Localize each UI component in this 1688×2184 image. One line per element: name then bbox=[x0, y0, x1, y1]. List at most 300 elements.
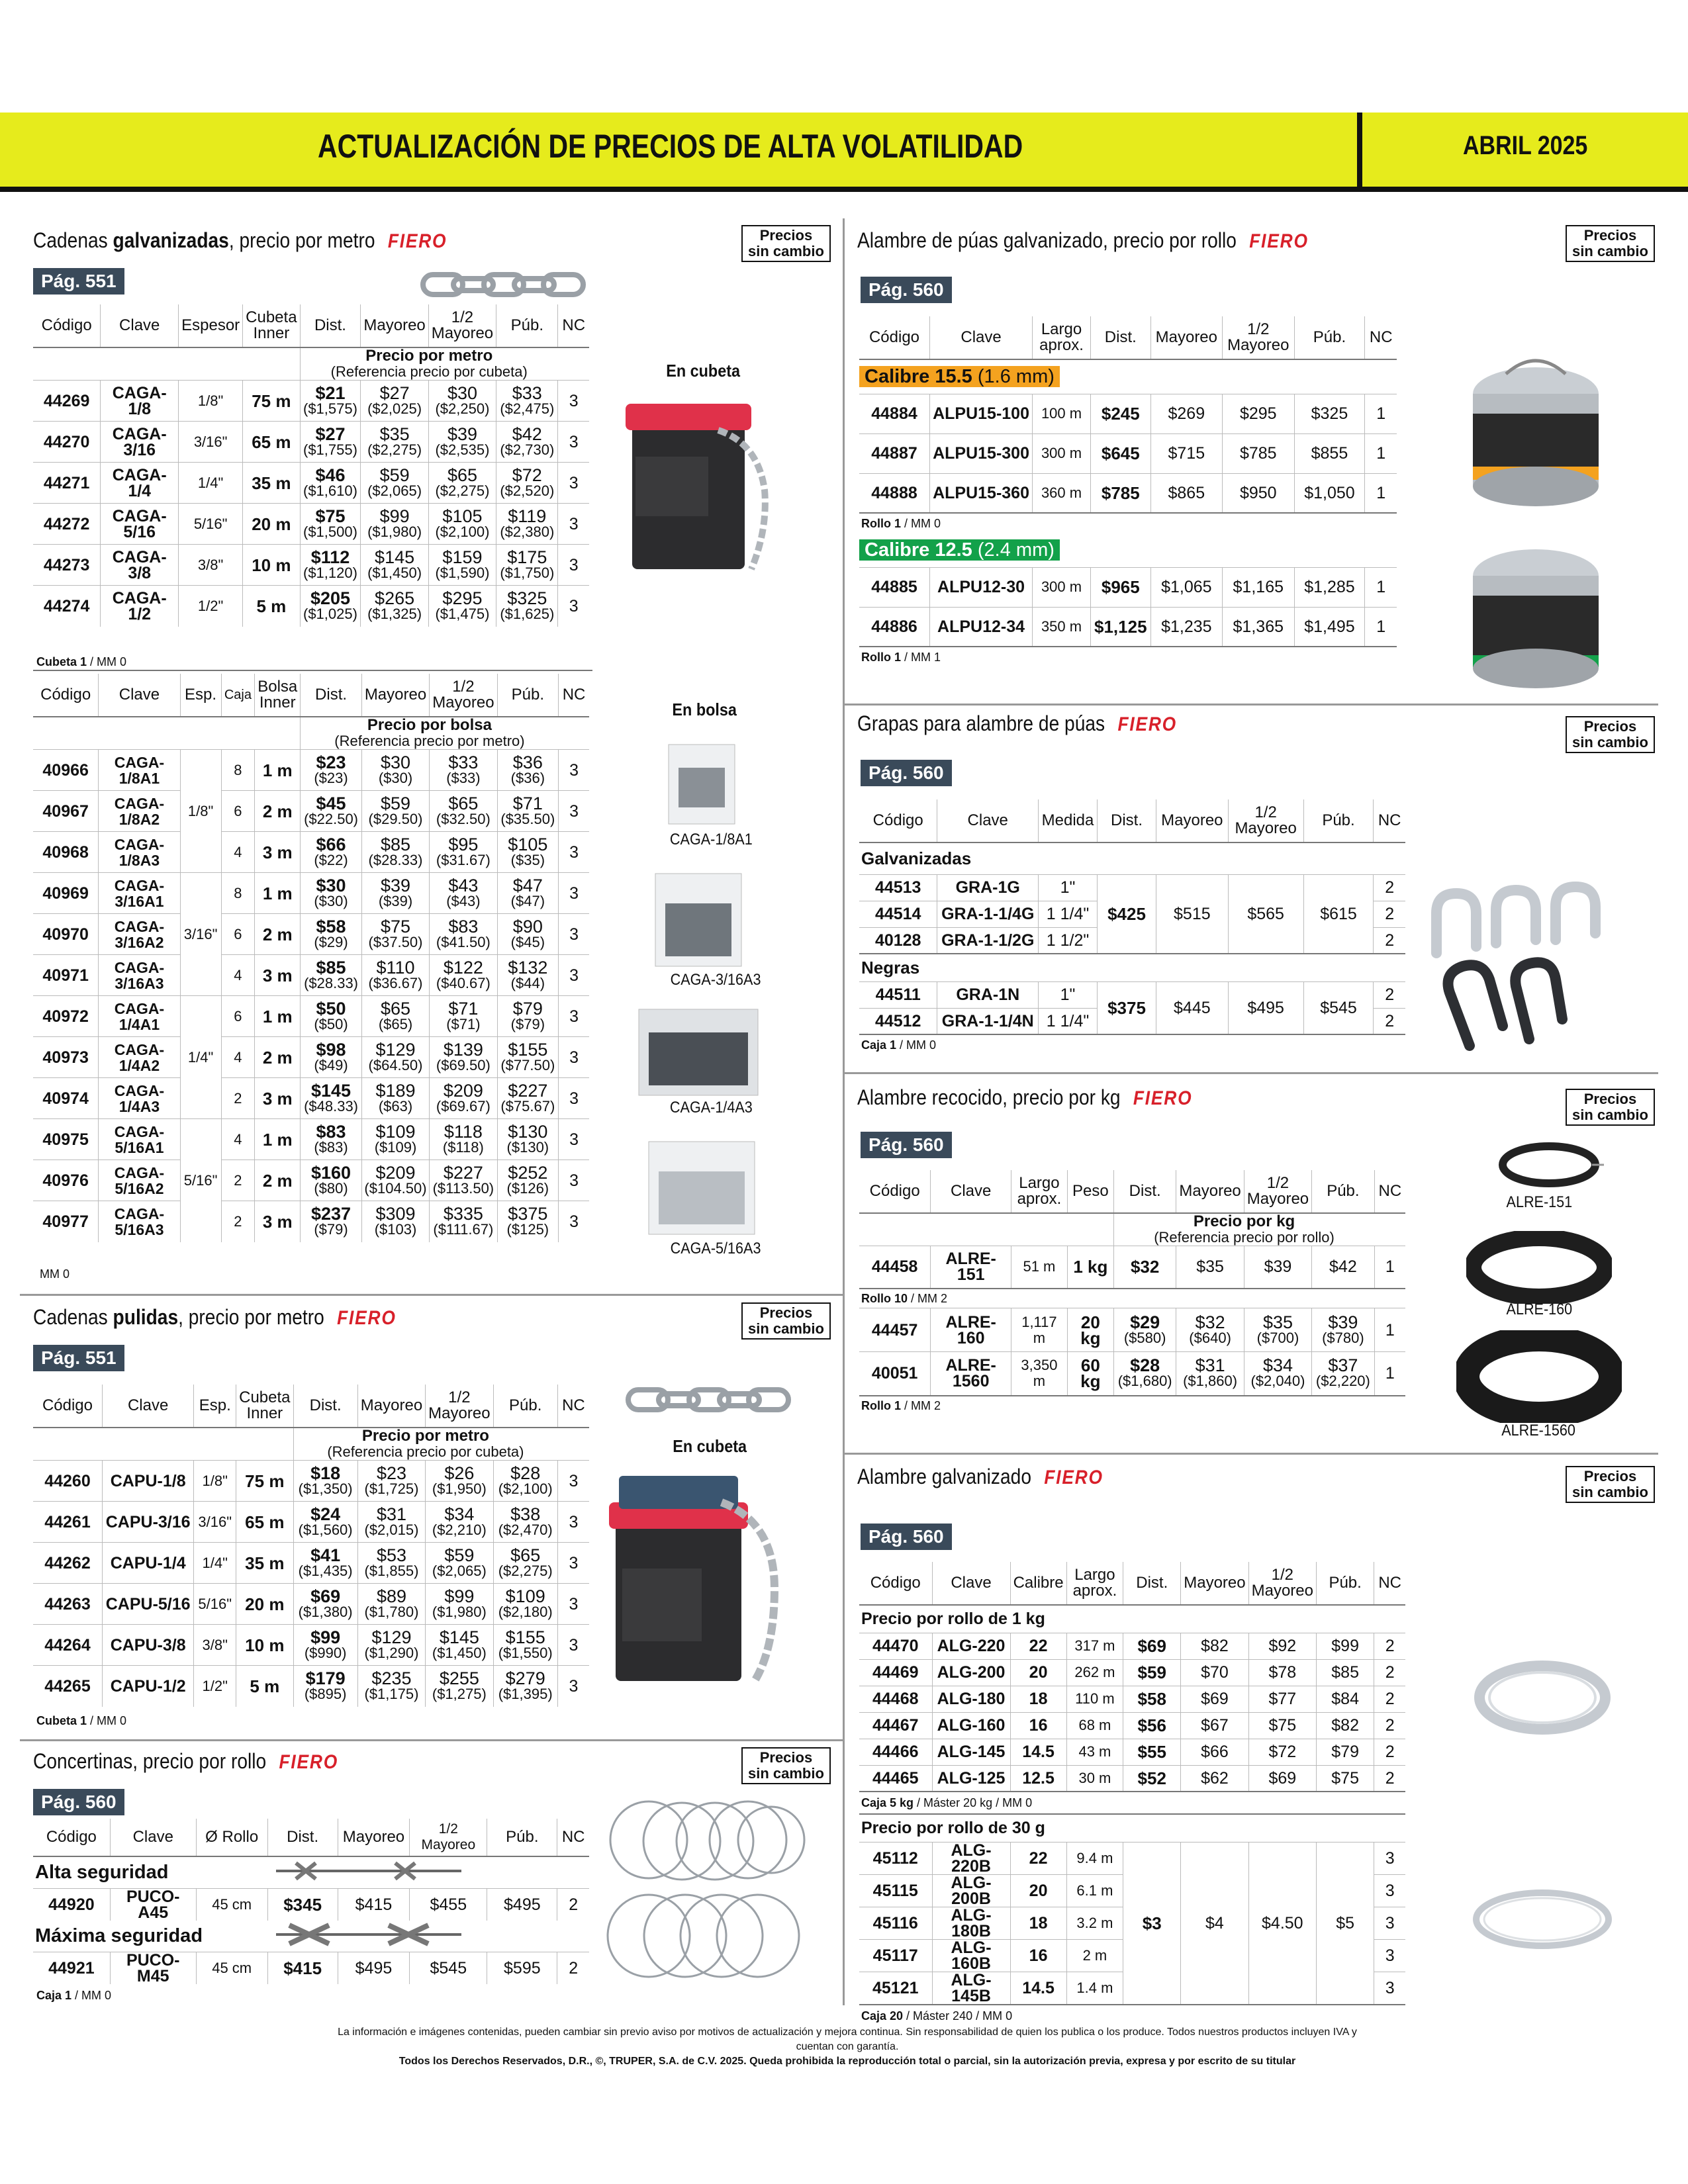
code-cell: 44269 bbox=[33, 381, 101, 422]
price-cell bbox=[493, 1625, 557, 1666]
price-value: $155 bbox=[505, 1627, 545, 1647]
price-reference: ($44) bbox=[510, 974, 545, 991]
price-reference: ($2,025) bbox=[367, 400, 422, 417]
price-mayoreo-cell: $62 bbox=[1181, 1765, 1248, 1792]
thickness-cell: 3/8" bbox=[194, 1625, 236, 1666]
price-reference: ($1,625) bbox=[500, 605, 555, 622]
length-cell: 2 m bbox=[255, 1160, 301, 1201]
table-row bbox=[33, 955, 589, 996]
price-cell bbox=[361, 422, 428, 463]
price-value: $66 bbox=[316, 834, 346, 854]
price-cell bbox=[361, 873, 429, 914]
group-label: Máxima seguridad bbox=[35, 1925, 203, 1947]
code-cell: 44467 bbox=[859, 1712, 932, 1739]
price-reference: ($1,550) bbox=[498, 1644, 553, 1661]
price-reference: ($77.50) bbox=[500, 1056, 555, 1073]
sku-cell: ALG-200 bbox=[932, 1659, 1010, 1686]
col-header: Código bbox=[859, 1562, 932, 1605]
price-value: $39 bbox=[380, 875, 411, 895]
price-mayoreo-cell: $1,065 bbox=[1150, 567, 1222, 607]
price-value: $160 bbox=[311, 1162, 352, 1183]
price-value: $65 bbox=[380, 998, 411, 1019]
sku-cell: CAGA-3/16 bbox=[101, 422, 179, 463]
price-value: $41 bbox=[310, 1545, 341, 1565]
price-reference: ($39) bbox=[378, 892, 413, 909]
table-row bbox=[33, 1461, 589, 1502]
price-value: $31 bbox=[376, 1504, 407, 1524]
col-header: Cubeta Inner bbox=[243, 304, 300, 347]
table-row bbox=[859, 1842, 1405, 1874]
price-value: $59 bbox=[379, 465, 410, 485]
gauge-cell: 22 bbox=[1010, 1633, 1066, 1659]
thickness-cell: 1/2" bbox=[179, 586, 243, 627]
price-value: $71 bbox=[448, 998, 479, 1019]
price-cell bbox=[426, 1666, 493, 1707]
nc-cell: 2 bbox=[1374, 1633, 1405, 1659]
price-reference: ($1,980) bbox=[367, 523, 422, 540]
price-reference: ($1,750) bbox=[500, 564, 555, 581]
code-cell: 44886 bbox=[859, 607, 930, 647]
price-reference: ($104.50) bbox=[364, 1179, 427, 1197]
price-cell bbox=[361, 545, 428, 586]
length-cell: 2 m bbox=[255, 1037, 301, 1078]
price-dist-cell: $55 bbox=[1123, 1739, 1181, 1765]
table-row: 44921 PUCO-M45 45 cm $415 $495 $545 $595 2 bbox=[33, 1952, 589, 1985]
price-reference: ($64.50) bbox=[368, 1056, 423, 1073]
price-value: $45 bbox=[316, 793, 346, 813]
length-cell: 1 m bbox=[255, 996, 301, 1037]
price-medio-mayoreo-cell: $77 bbox=[1248, 1686, 1316, 1712]
price-cell bbox=[426, 1502, 493, 1543]
code-cell: 44469 bbox=[859, 1659, 932, 1686]
group-label: Precio por rollo de 1 kg bbox=[861, 1610, 1045, 1629]
price-publico-cell: $82 bbox=[1316, 1712, 1374, 1739]
price-cell bbox=[357, 1625, 425, 1666]
price-cell bbox=[357, 1502, 425, 1543]
code-cell: 44888 bbox=[859, 473, 930, 513]
sku-cell: ALPU15-100 bbox=[930, 394, 1033, 433]
price-cell bbox=[361, 1160, 429, 1201]
length-cell: 10 m bbox=[243, 545, 300, 586]
table-row bbox=[33, 1502, 589, 1543]
col-header: Largo aprox. bbox=[1033, 316, 1091, 359]
price-value: $375 bbox=[508, 1203, 548, 1224]
thickness-cell: 1/8" bbox=[180, 750, 221, 873]
thickness-cell: 1/4" bbox=[194, 1543, 236, 1584]
col-header: 1/2 Mayoreo bbox=[1228, 799, 1303, 842]
price-reference: ($32.50) bbox=[436, 810, 491, 827]
disclaimer: La información e imágenes contenidas, pueden cambiar sin previo aviso por motivos de actualización y mejora continua. Sin responsabilidad de quien los publica o los produce. Todos nuestros productos incluyen IVA y cuentan con garantía. Todos los Derechos Reservados, D.R., ©, TRUPER, S.A. de C.V. 2025. Queda prohibida la reproducción total o parcial, sin la autorización previa, expresa y por escrito de su titular bbox=[338, 2026, 1357, 2067]
code-cell: 40974 bbox=[33, 1078, 99, 1119]
table-row: 44458 ALRE-151 51 m 1 kg $32 $35 $39 $42 1 bbox=[859, 1246, 1405, 1289]
table-row bbox=[33, 832, 589, 873]
price-publico-cell: $1,285 bbox=[1294, 567, 1365, 607]
table-footnote: Rollo 1 / MM 1 bbox=[859, 647, 1397, 666]
price-value: $23 bbox=[316, 752, 346, 772]
price-cell bbox=[361, 504, 428, 545]
price-reference: ($31.67) bbox=[436, 851, 491, 868]
precios-sin-cambio-badge: Precios sin cambio bbox=[1566, 1089, 1655, 1126]
col-header: Ø Rollo bbox=[196, 1819, 267, 1856]
price-dist-cell: $425 bbox=[1097, 874, 1156, 954]
price-cell bbox=[357, 1461, 425, 1502]
price-reference: ($71) bbox=[446, 1015, 481, 1032]
price-reference: ($83) bbox=[314, 1138, 348, 1156]
nc-cell: 2 bbox=[1374, 927, 1405, 954]
nc-cell: 3 bbox=[559, 791, 589, 832]
length-cell: 5 m bbox=[243, 586, 300, 627]
table-row: 44920 PUCO-A45 45 cm $345 $415 $455 $495 2 bbox=[33, 1888, 589, 1921]
price-cell bbox=[361, 1201, 429, 1242]
price-value: $46 bbox=[315, 465, 346, 485]
price-publico-cell: $325 bbox=[1294, 394, 1365, 433]
nc-cell: 3 bbox=[1374, 1842, 1405, 1874]
price-publico-cell: $1,050 bbox=[1294, 473, 1365, 513]
col-header: Dist. bbox=[293, 1385, 357, 1428]
col-header: Púb. bbox=[1303, 799, 1374, 842]
price-value: $159 bbox=[442, 547, 483, 567]
price-cell bbox=[497, 1078, 559, 1119]
thickness-cell: 5/16" bbox=[194, 1584, 236, 1625]
brand-logo: FIERO bbox=[1044, 1467, 1103, 1488]
box-qty-cell: 4 bbox=[221, 1119, 255, 1160]
thickness-cell: 5/16" bbox=[179, 504, 243, 545]
nc-cell: 3 bbox=[557, 1584, 589, 1625]
price-reference: ($2,100) bbox=[435, 523, 490, 540]
price-value: $205 bbox=[310, 588, 351, 608]
price-publico-cell: $1,495 bbox=[1294, 607, 1365, 647]
sku-cell: CAPU-1/4 bbox=[102, 1543, 193, 1584]
sku-cell: ALG-220B bbox=[932, 1842, 1010, 1874]
sku-cell: ALPU15-360 bbox=[930, 473, 1033, 513]
length-cell: 1.4 m bbox=[1066, 1972, 1123, 2005]
price-value: $18 bbox=[310, 1463, 341, 1483]
page-ref-badge: Pág. 551 bbox=[33, 1345, 124, 1371]
price-reference: ($1,450) bbox=[432, 1644, 487, 1661]
sku-cell: CAGA-1/8A2 bbox=[99, 791, 180, 832]
price-cell bbox=[497, 750, 559, 791]
col-header: Púb. bbox=[497, 674, 559, 717]
code-cell: 40976 bbox=[33, 1160, 99, 1201]
price-mayoreo-cell: $4 bbox=[1181, 1842, 1248, 2005]
price-reference: ($1,025) bbox=[303, 605, 357, 622]
bucket-chain-image bbox=[619, 390, 791, 582]
chain-icon bbox=[626, 1383, 791, 1416]
price-reference: ($109) bbox=[374, 1138, 417, 1156]
length-cell: 65 m bbox=[243, 422, 300, 463]
col-header: Púb. bbox=[493, 1385, 557, 1428]
sku-cell: GRA-1-1/4G bbox=[937, 901, 1039, 927]
sku-cell: CAGA-1/8A1 bbox=[99, 750, 180, 791]
gauge-cell: 18 bbox=[1010, 1686, 1066, 1712]
col-header: 1/2 Mayoreo bbox=[1223, 316, 1294, 359]
sku-cell: CAGA-1/4A1 bbox=[99, 996, 180, 1037]
col-header: NC bbox=[1374, 799, 1405, 842]
chain-icon bbox=[420, 268, 586, 301]
divider bbox=[33, 670, 592, 671]
price-medio-mayoreo-cell: $495 bbox=[1228, 981, 1303, 1034]
nc-cell: 3 bbox=[1374, 1972, 1405, 2005]
price-value: $235 bbox=[371, 1668, 412, 1688]
price-value: $139 bbox=[443, 1039, 483, 1060]
sku-cell: ALG-145B bbox=[932, 1972, 1010, 2005]
length-cell: 5 m bbox=[236, 1666, 293, 1707]
page-ref-badge: Pág. 560 bbox=[861, 760, 952, 786]
nc-cell: 3 bbox=[558, 545, 589, 586]
price-value: $105 bbox=[442, 506, 483, 526]
table-footnote: Cubeta 1 / MM 0 bbox=[36, 655, 127, 668]
table-row bbox=[859, 874, 1405, 901]
price-reference: ($2,380) bbox=[500, 523, 555, 540]
price-cell bbox=[293, 1461, 357, 1502]
price-reference: ($113.50) bbox=[432, 1179, 494, 1197]
price-cell bbox=[496, 586, 558, 627]
col-header: Dist. bbox=[1090, 316, 1150, 359]
size-cell: 1 1/4" bbox=[1039, 1008, 1098, 1034]
table-footnote: Caja 5 kg / Máster 20 kg / MM 0 bbox=[859, 1792, 1405, 1814]
price-value: $99 bbox=[379, 506, 410, 526]
price-reference: ($1,575) bbox=[303, 400, 357, 417]
price-value: $85 bbox=[316, 957, 346, 978]
table-grapas bbox=[859, 799, 1405, 1054]
col-header: Dist. bbox=[1113, 1170, 1176, 1213]
table-cadenas-galvanizadas bbox=[33, 304, 589, 627]
staples-image bbox=[1423, 880, 1642, 1059]
size-cell: 1" bbox=[1039, 981, 1098, 1008]
price-reference: ($28.33) bbox=[304, 974, 359, 991]
col-header: 1/2 Mayoreo bbox=[430, 674, 497, 717]
sku-cell: GRA-1-1/4N bbox=[937, 1008, 1039, 1034]
nc-cell: 3 bbox=[558, 463, 589, 504]
page-ref-badge: Pág. 560 bbox=[861, 1132, 952, 1158]
price-publico-cell: $855 bbox=[1294, 433, 1365, 473]
price-dist-cell: $245 bbox=[1090, 394, 1150, 433]
thickness-cell: 3/8" bbox=[179, 545, 243, 586]
wire-coil-image bbox=[1493, 1138, 1605, 1191]
price-mayoreo-cell: $515 bbox=[1156, 874, 1229, 954]
length-cell: 10 m bbox=[236, 1625, 293, 1666]
price-publico-cell: $79 bbox=[1316, 1739, 1374, 1765]
price-publico-cell: $99 bbox=[1316, 1633, 1374, 1659]
price-cell bbox=[497, 873, 559, 914]
nc-cell: 2 bbox=[1374, 1712, 1405, 1739]
col-header: Código bbox=[33, 1385, 102, 1428]
sku-cell: ALG-220 bbox=[932, 1633, 1010, 1659]
gauge-cell: 16 bbox=[1010, 1712, 1066, 1739]
price-reference: ($125) bbox=[506, 1220, 549, 1238]
col-header: Largo aprox. bbox=[1011, 1170, 1068, 1213]
price-value: $24 bbox=[310, 1504, 341, 1524]
price-cell bbox=[430, 955, 497, 996]
price-reference: ($30) bbox=[378, 769, 413, 786]
box-qty-cell: 2 bbox=[221, 1160, 255, 1201]
col-header: Púb. bbox=[487, 1819, 557, 1856]
section-title: Alambre recocido, precio por kg FIERO bbox=[857, 1085, 1193, 1109]
section-cadenas-galvanizadas bbox=[33, 228, 504, 253]
table-row bbox=[33, 1543, 589, 1584]
wire-coil-image bbox=[1456, 1330, 1622, 1423]
table-row bbox=[33, 1201, 589, 1242]
price-cell bbox=[430, 914, 497, 955]
price-value: $129 bbox=[375, 1039, 416, 1060]
price-reference-note: Precio por metro (Referencia precio por cubeta) bbox=[300, 347, 558, 381]
precios-sin-cambio-badge: Precios sin cambio bbox=[1566, 716, 1655, 753]
code-cell: 44270 bbox=[33, 422, 101, 463]
price-cell bbox=[293, 1584, 357, 1625]
box-qty-cell: 6 bbox=[221, 996, 255, 1037]
price-reference: ($1,855) bbox=[364, 1562, 419, 1579]
price-reference: ($990) bbox=[304, 1644, 347, 1661]
price-value: $105 bbox=[508, 834, 548, 854]
table-footnote: MM 0 bbox=[40, 1267, 70, 1281]
price-mayoreo-cell: $715 bbox=[1150, 433, 1222, 473]
price-cell bbox=[493, 1502, 557, 1543]
length-cell: 300 m bbox=[1033, 567, 1091, 607]
price-reference: ($1,275) bbox=[432, 1685, 487, 1702]
col-header: Púb. bbox=[1312, 1170, 1374, 1213]
sku-cell: ALPU12-30 bbox=[930, 567, 1033, 607]
table-row bbox=[33, 1625, 589, 1666]
table-row bbox=[859, 394, 1397, 433]
sku-cell: CAGA-3/16A3 bbox=[99, 955, 180, 996]
price-cell bbox=[361, 750, 429, 791]
price-reference: ($1,560) bbox=[298, 1521, 353, 1538]
price-value: $209 bbox=[443, 1080, 483, 1101]
nc-cell: 3 bbox=[559, 1201, 589, 1242]
table-row bbox=[33, 1119, 589, 1160]
col-header: 1/2 Mayoreo bbox=[1248, 1562, 1316, 1605]
table-footnote: Caja 20 / Máster 240 / MM 0 bbox=[859, 2005, 1405, 2027]
price-reference: ($33) bbox=[446, 769, 481, 786]
gauge-cell: 12.5 bbox=[1010, 1765, 1066, 1792]
box-qty-cell: 4 bbox=[221, 955, 255, 996]
price-cell bbox=[300, 504, 361, 545]
price-value: $90 bbox=[512, 916, 543, 936]
price-value: $26 bbox=[444, 1463, 475, 1483]
precios-sin-cambio-badge: Precios sin cambio bbox=[1566, 225, 1655, 262]
table-row bbox=[33, 586, 589, 627]
price-value: $75 bbox=[315, 506, 346, 526]
code-cell: 44272 bbox=[33, 504, 101, 545]
col-header: Mayoreo bbox=[1176, 1170, 1244, 1213]
section-alambre-recocido bbox=[857, 1085, 1238, 1110]
table-concertinas bbox=[33, 1819, 589, 1984]
length-cell: 300 m bbox=[1033, 433, 1091, 473]
price-value: $99 bbox=[444, 1586, 475, 1606]
price-reference: ($126) bbox=[506, 1179, 549, 1197]
concertina-image bbox=[602, 1794, 808, 1985]
code-cell: 45117 bbox=[859, 1939, 932, 1972]
nc-cell: 2 bbox=[1374, 901, 1405, 927]
price-publico-cell: $615 bbox=[1303, 874, 1374, 954]
nc-cell: 3 bbox=[1374, 1874, 1405, 1907]
thickness-cell: 1/4" bbox=[179, 463, 243, 504]
price-reference: ($2,180) bbox=[498, 1603, 553, 1620]
table-alambre-puas bbox=[859, 316, 1397, 666]
price-reference: ($1,610) bbox=[303, 482, 357, 499]
code-cell: 40972 bbox=[33, 996, 99, 1037]
price-medio-mayoreo-cell: $78 bbox=[1248, 1659, 1316, 1686]
thickness-cell: 1/2" bbox=[194, 1666, 236, 1707]
price-reference: ($111.67) bbox=[433, 1220, 494, 1238]
col-header: Calibre bbox=[1010, 1562, 1066, 1605]
price-reference: ($23) bbox=[314, 769, 348, 786]
price-dist-cell: $645 bbox=[1090, 433, 1150, 473]
price-cell bbox=[301, 1078, 362, 1119]
size-cell: 1 1/2" bbox=[1039, 927, 1098, 954]
length-cell: 9.4 m bbox=[1066, 1842, 1123, 1874]
price-value: $23 bbox=[376, 1463, 407, 1483]
price-reference: ($75.67) bbox=[500, 1097, 555, 1115]
price-cell bbox=[361, 1119, 429, 1160]
length-cell: 3 m bbox=[255, 1078, 301, 1119]
thickness-cell: 1/4" bbox=[180, 996, 221, 1119]
price-reference: ($1,350) bbox=[298, 1480, 353, 1497]
section-cadenas-pulidas bbox=[33, 1305, 445, 1330]
price-value: $189 bbox=[375, 1080, 416, 1101]
price-reference: ($1,380) bbox=[298, 1603, 353, 1620]
price-cell bbox=[496, 504, 558, 545]
price-cell bbox=[428, 545, 496, 586]
code-cell: 44274 bbox=[33, 586, 101, 627]
price-dist-cell: $785 bbox=[1090, 473, 1150, 513]
price-medio-mayoreo-cell: $92 bbox=[1248, 1633, 1316, 1659]
col-header: Bolsa Inner bbox=[255, 674, 301, 717]
price-cell bbox=[301, 1037, 362, 1078]
price-value: $33 bbox=[512, 383, 542, 403]
price-value: $309 bbox=[375, 1203, 416, 1224]
price-reference: ($1,500) bbox=[303, 523, 357, 540]
length-cell: 262 m bbox=[1066, 1659, 1123, 1686]
price-reference: ($65) bbox=[378, 1015, 413, 1032]
nc-cell: 3 bbox=[557, 1543, 589, 1584]
price-reference: ($50) bbox=[314, 1015, 348, 1032]
box-qty-cell: 8 bbox=[221, 750, 255, 791]
image-label: En cubeta bbox=[673, 1436, 747, 1456]
price-cell bbox=[426, 1461, 493, 1502]
nc-cell: 3 bbox=[559, 1119, 589, 1160]
price-cell bbox=[361, 463, 428, 504]
price-cell bbox=[361, 914, 429, 955]
sku-cell: CAGA-1/8 bbox=[101, 381, 179, 422]
size-cell: 1 1/4" bbox=[1039, 901, 1098, 927]
image-caption: ALRE-160 bbox=[1506, 1300, 1573, 1318]
price-value: $145 bbox=[375, 547, 415, 567]
price-cell bbox=[301, 914, 362, 955]
col-header: Esp. bbox=[194, 1385, 236, 1428]
code-cell: 40967 bbox=[33, 791, 99, 832]
price-cell bbox=[428, 586, 496, 627]
table-row bbox=[33, 1666, 589, 1707]
group-label: Galvanizadas bbox=[861, 848, 972, 869]
price-value: $65 bbox=[447, 465, 477, 485]
price-publico-cell: $5 bbox=[1316, 1842, 1374, 2005]
barbed-wire-roll-image bbox=[1466, 543, 1605, 695]
price-reference: ($2,475) bbox=[500, 400, 555, 417]
sku-cell: CAGA-1/2 bbox=[101, 586, 179, 627]
sku-cell: ALG-200B bbox=[932, 1874, 1010, 1907]
price-cell bbox=[293, 1666, 357, 1707]
price-reference: ($2,275) bbox=[367, 441, 422, 458]
col-header: 1/2 Mayoreo bbox=[410, 1819, 487, 1856]
price-cell bbox=[361, 1078, 429, 1119]
price-medio-mayoreo-cell: $1,365 bbox=[1223, 607, 1294, 647]
section-title: Alambre de púas galvanizado, precio por rollo FIERO bbox=[857, 228, 1309, 252]
nc-cell: 3 bbox=[559, 873, 589, 914]
price-reference: ($28.33) bbox=[368, 851, 423, 868]
col-header: Código bbox=[859, 799, 937, 842]
price-value: $325 bbox=[507, 588, 547, 608]
